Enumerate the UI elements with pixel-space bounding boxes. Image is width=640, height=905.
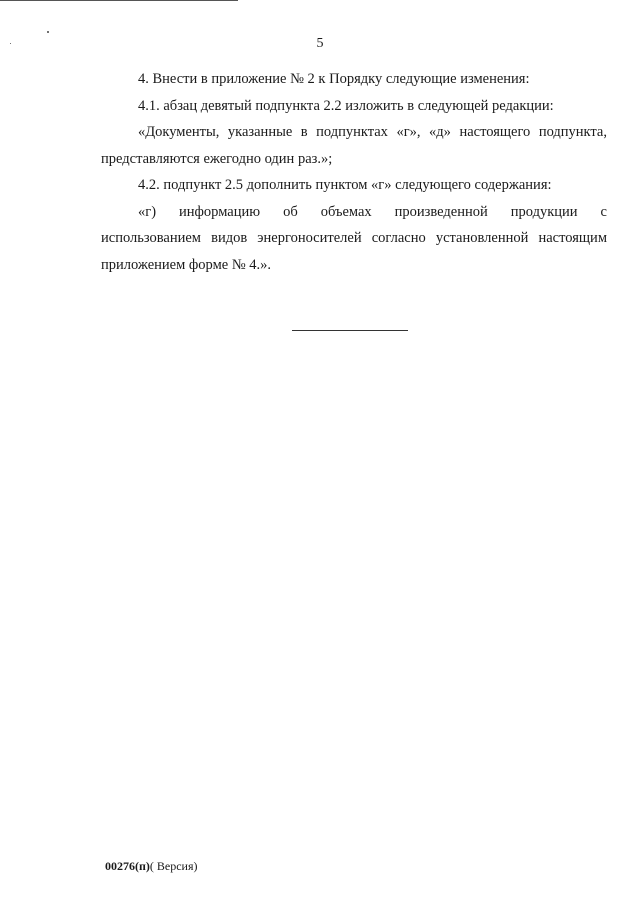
word: с	[600, 203, 607, 220]
paragraph-quote-documents: «Документы, указанные в подпунктах «г», «д» настоящего подпункта, представляются ежегодно один раз.»;	[101, 124, 607, 167]
paragraph-g-continuation: использованием видов энергоносителей согласно установленной настоящим приложением форме № 4.».	[101, 230, 607, 273]
document-body	[101, 66, 607, 278]
end-of-text-rule	[292, 330, 408, 331]
word: «г)	[138, 203, 157, 220]
document-footer	[105, 859, 198, 874]
top-scan-rule	[0, 0, 238, 1]
word: продукции	[510, 203, 578, 220]
document-version: ( Версия)	[149, 859, 198, 873]
paragraph-item-4-2: 4.2. подпункт 2.5 дополнить пунктом «г» следующего содержания:	[138, 177, 552, 193]
paragraph-g-first-line	[101, 199, 607, 226]
word: информацию	[179, 203, 261, 220]
word: объемах	[320, 203, 372, 220]
scan-speck	[47, 31, 49, 33]
word: об	[283, 203, 298, 220]
page-number: 5	[316, 36, 324, 51]
document-code: 00276(п)	[105, 859, 150, 873]
paragraph-item-4: 4. Внести в приложение № 2 к Порядку следующие изменения:	[138, 71, 530, 87]
paragraph-item-4-1: 4.1. абзац девятый подпункта 2.2 изложить в следующей редакции:	[138, 97, 554, 114]
word: произведенной	[394, 203, 488, 220]
